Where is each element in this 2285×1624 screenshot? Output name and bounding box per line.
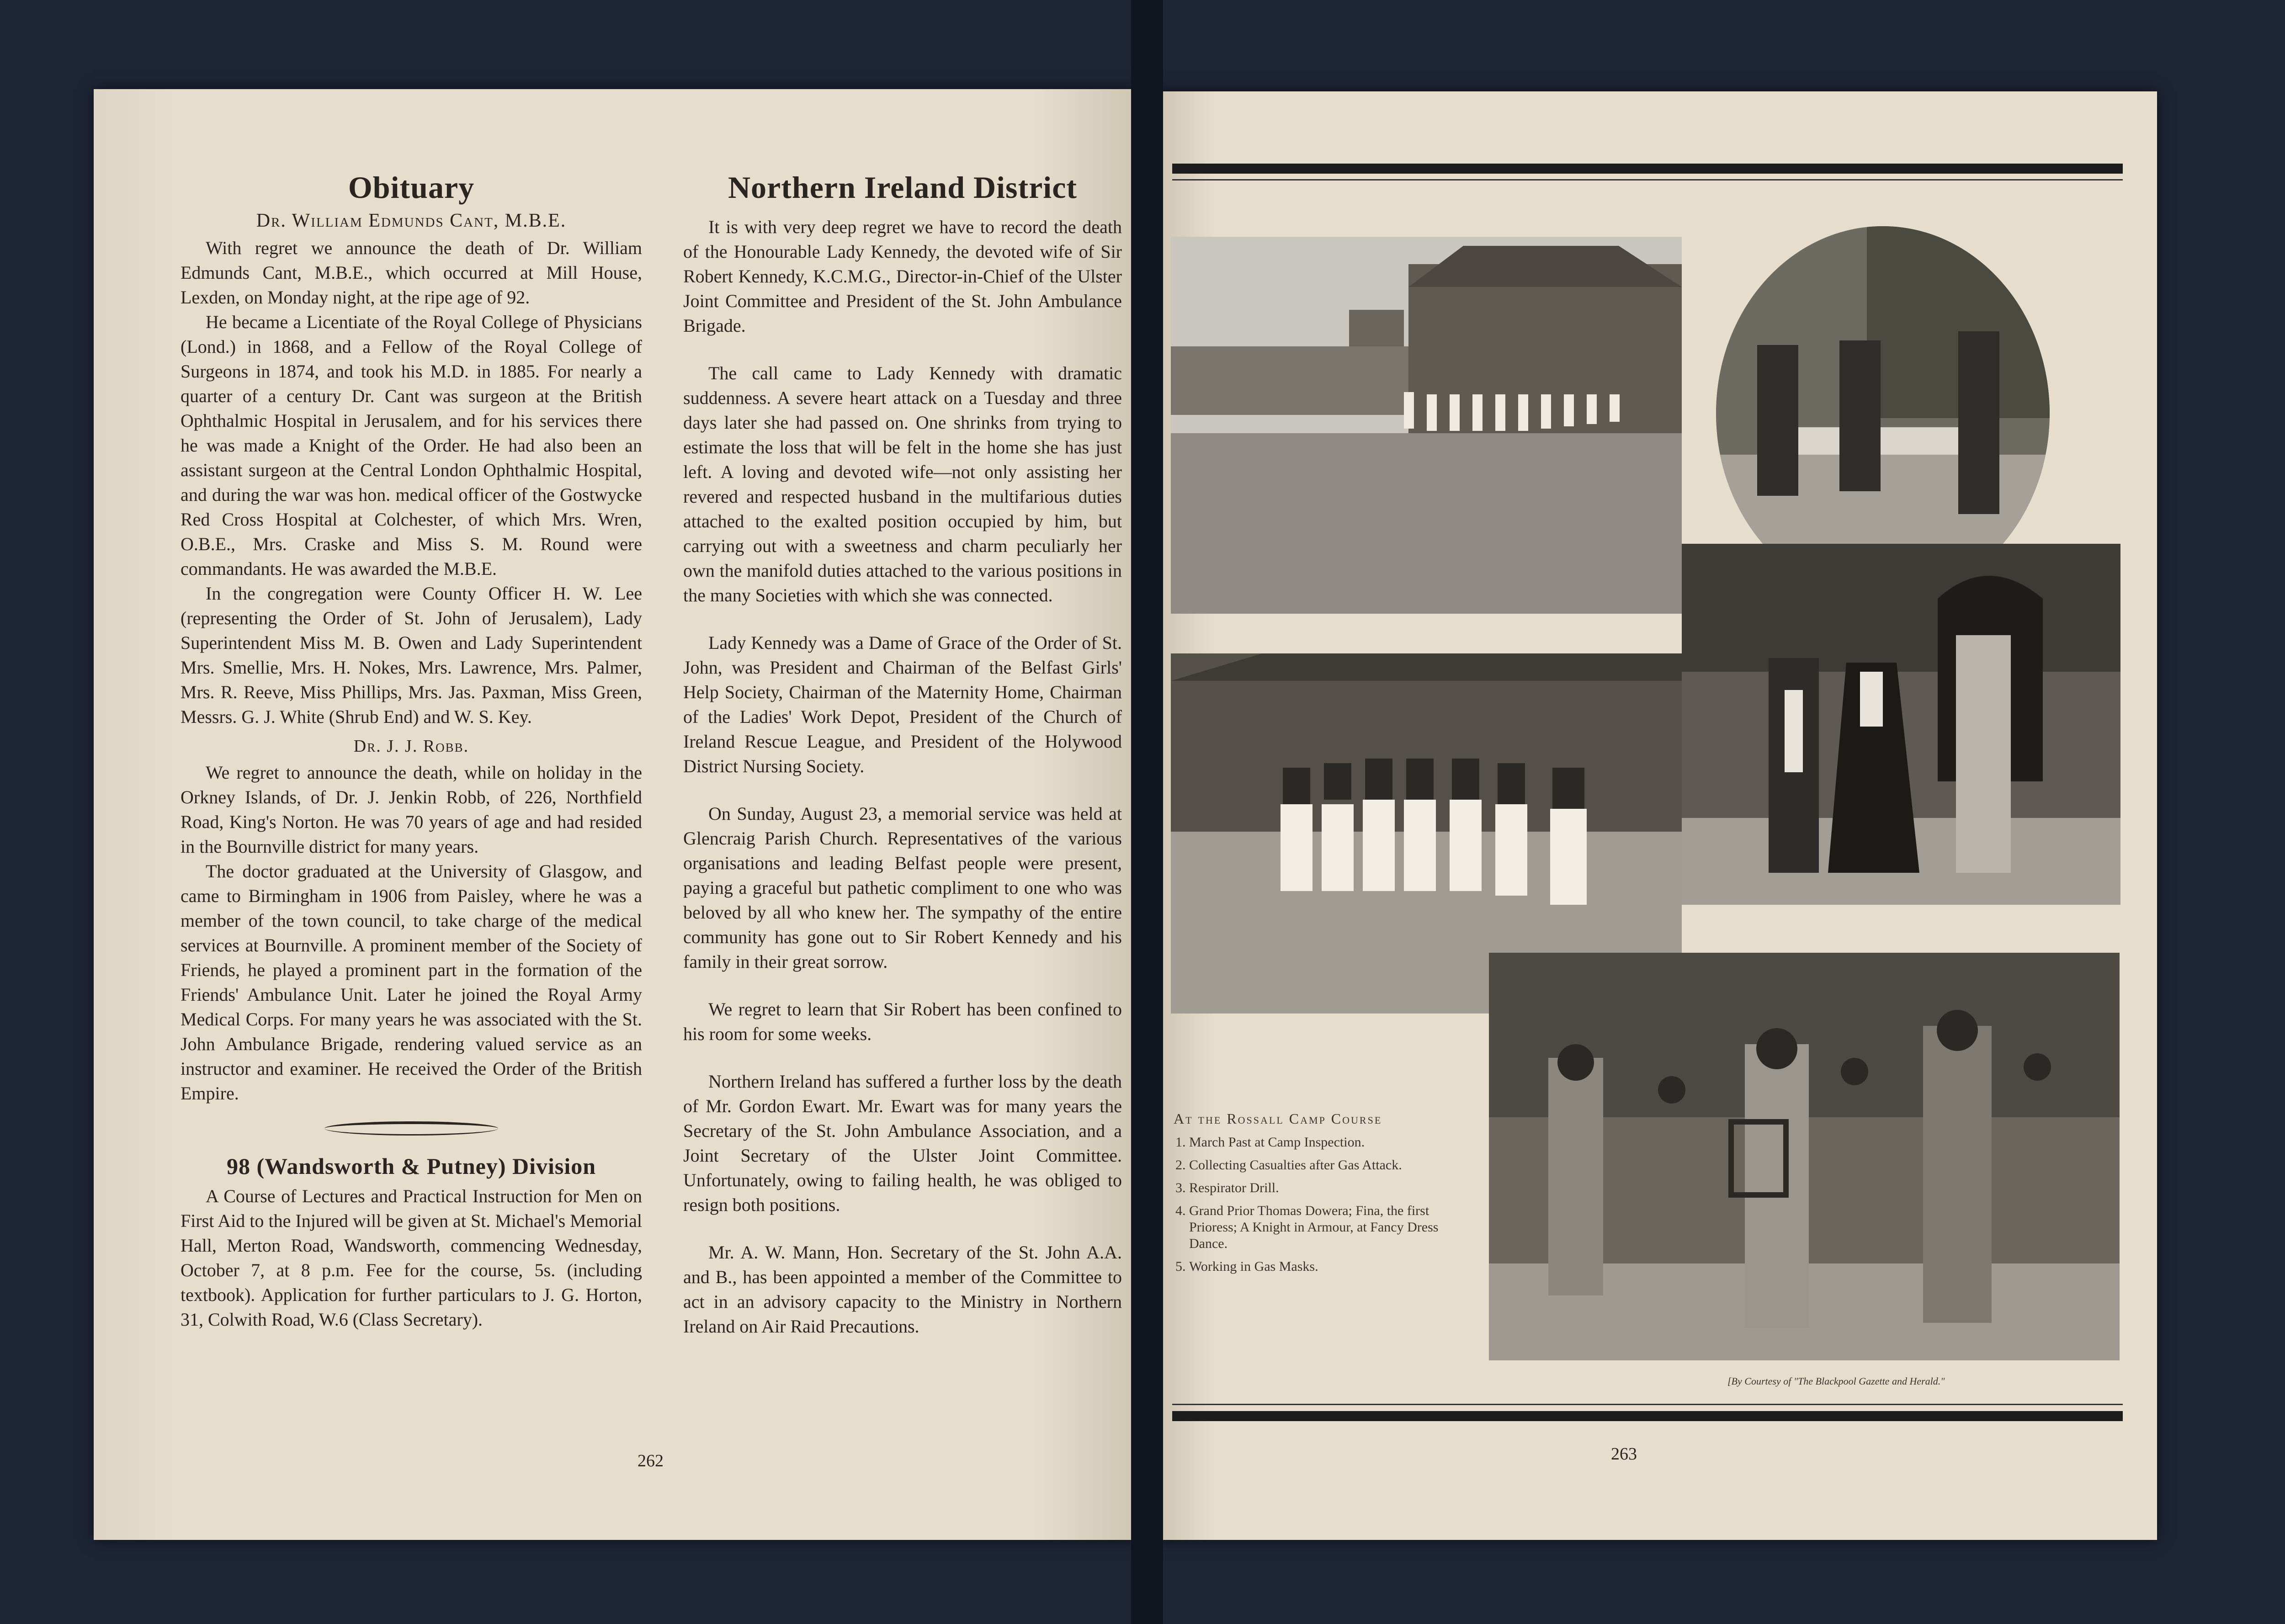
photo-fancy-dress [1682,544,2120,905]
page-number-right: 263 [1611,1444,1637,1464]
robb-heading: Dr. J. J. Robb. [353,737,469,756]
page-number-left: 262 [638,1451,664,1470]
ni-paragraph-6: Northern Ireland has suffered a further loss by the death of Mr. Gordon Ewart. Mr. Ewart was for many years the Secretary of the St. John Ambulance Association, and a Joint Secretary of the Ulster Joint Committee. Unfortunately, owing to failing health, he was obliged to resign both positions. [683,1071,1122,1215]
robb-paragraph-2: The doctor graduated at the University of Glasgow, and came to Birmingham in 1906 from Paisley, where he was a member of the town council, to take charge of the medical services at Bournville. A prominent member of the Society of Friends, he played a prominent part in the formation of the Friends' Ambulance Unit. Later he joined the Royal Army Medical Corps. For many years he was associated with the St. John Ambulance Brigade, rendering valued service as an instructor and examiner. He received the Order of the British Empire. [181,861,642,1104]
caption-item: 2. Collecting Casualties after Gas Attack. [1189,1157,1466,1173]
caption-item: 5. Working in Gas Masks. [1189,1258,1466,1275]
northern-ireland-title: Northern Ireland District [728,170,1078,205]
cant-paragraph-1: With regret we announce the death of Dr. William Edmunds Cant, M.B.E., which occurred at Mill House, Lexden, on Monday night, at the ripe age of 92. [181,238,642,308]
photo-march-past [1171,237,1682,614]
caption-item: 1. March Past at Camp Inspection. [1189,1134,1466,1151]
cant-paragraph-3: In the congregation were County Officer H. W. Lee (representing the Order of St. John of Jerusalem), Lady Superintendent Miss M. B. Owen and Lady Superintendent Mrs. Smellie, Mrs. H. Nokes, Mrs. Lawrence, Mrs. Palmer, Mrs. R. Reeve, Miss Phillips, Mrs. Jas. Paxman, Miss Green, Messrs. G. J. White (Shrub End) and W. S. Key. [181,583,642,727]
photo-working-in-gas-masks [1489,953,2120,1360]
book-gutter [1131,0,1163,1624]
photo-caption [1174,1110,1466,1281]
robb-paragraph-1: We regret to announce the death, while on holiday in the Orkney Islands, of Dr. J. Jenkin Robb, of 226, Northfield Road, King's Norton. He was 70 years of age and had resided in the Bournville district for many years. [181,762,642,857]
cant-heading: Dr. William Edmunds Cant, M.B.E. [256,210,567,231]
ni-paragraph-3: Lady Kennedy was a Dame of Grace of the Order of St. John, was President and Chairman of the Belfast Girls' Help Society, Chairman of the Maternity Home, Chairman of the Ladies' Work Depot, President of the Church of Ireland Rescue League, and President of the Holywood District Nursing Society. [683,632,1122,776]
ni-paragraph-4: On Sunday, August 23, a memorial service was held at Glencraig Parish Church. Representatives of the various organisations and leading Belfast people were present, paying a graceful but pathetic compliment to one who was beloved by all who knew her. The sympathy of the entire community has gone out to Sir Robert Kennedy and his family in their great sorrow. [683,803,1122,972]
northern-ireland-column [683,169,1122,1339]
cant-paragraph-2: He became a Licentiate of the Royal College of Physicians (Lond.) in 1868, and a Fellow of the Royal College of Surgeons in 1874, and took his M.D. in 1885. For nearly a quarter of a century Dr. Cant was surgeon at the British Ophthalmic Hospital in Jerusalem, and for his services there he was made a Knight of the Order. He had also been an assistant surgeon at the Central London Ophthalmic Hospital, and during the war was hon. medical officer of the Gostwycke Red Cross Hospital at Colchester, of which Mrs. Wren, O.B.E., Mrs. Craske and Miss S. M. Round were commandants. He was awarded the M.B.E. [181,312,642,579]
obituary-column [181,169,642,1332]
ni-paragraph-1: It is with very deep regret we have to record the death of the Honourable Lady Kennedy, the devoted wife of Sir Robert Kennedy, K.C.M.G., Director-in-Chief of the Ulster Joint Committee and President of the St. John Ambulance Brigade. [683,217,1122,336]
caption-title: At the Rossall Camp Course [1174,1110,1382,1127]
caption-item: 4. Grand Prior Thomas Dowera; Fina, the first Prioress; A Knight in Armour, at Fancy Dress Dance. [1189,1203,1466,1252]
ornamental-rule [324,1121,498,1136]
bottom-bar [1172,1411,2123,1421]
photo-credit: [By Courtesy of "The Blackpool Gazette and Herald." [1727,1375,1945,1387]
division-paragraph: A Course of Lectures and Practical Instruction for Men on First Aid to the Injured will be given at St. Michael's Memorial Hall, Merton Road, Wandsworth, commencing Wednesday, October 7, at 8 p.m. Fee for the course, 5s. (including textbook). Application for further particulars to J. G. Horton, 31, Colwith Road, W.6 (Class Secretary). [181,1186,642,1330]
top-bar [1172,164,2123,174]
caption-item: 3. Respirator Drill. [1189,1180,1466,1196]
top-thin-rule [1172,179,2123,180]
obituary-title: Obituary [348,170,475,205]
ni-paragraph-7: Mr. A. W. Mann, Hon. Secretary of the St. John A.A. and B., has been appointed a member of the Committee to act in an advisory capacity to the Ministry in Northern Ireland on Air Raid Precautions. [683,1242,1122,1337]
division-title: 98 (Wandsworth & Putney) Division [226,1153,596,1179]
ni-paragraph-5: We regret to learn that Sir Robert has been confined to his room for some weeks. [683,999,1122,1044]
bottom-thin-rule [1172,1404,2123,1405]
ni-paragraph-2: The call came to Lady Kennedy with dramatic suddenness. A severe heart attack on a Tuesday and three days later she had passed on. One shrinks from trying to estimate the loss that will be felt in the home she has just left. A loving and devoted wife—not only assisting her revered and respected husband in the multifarious duties attached to the exalted position occupied by him, but carrying out with a sweetness and charm peculiarly her own the manifold duties attached to the various positions in the many Societies with which she was connected. [683,363,1122,605]
caption-list [1174,1134,1466,1275]
